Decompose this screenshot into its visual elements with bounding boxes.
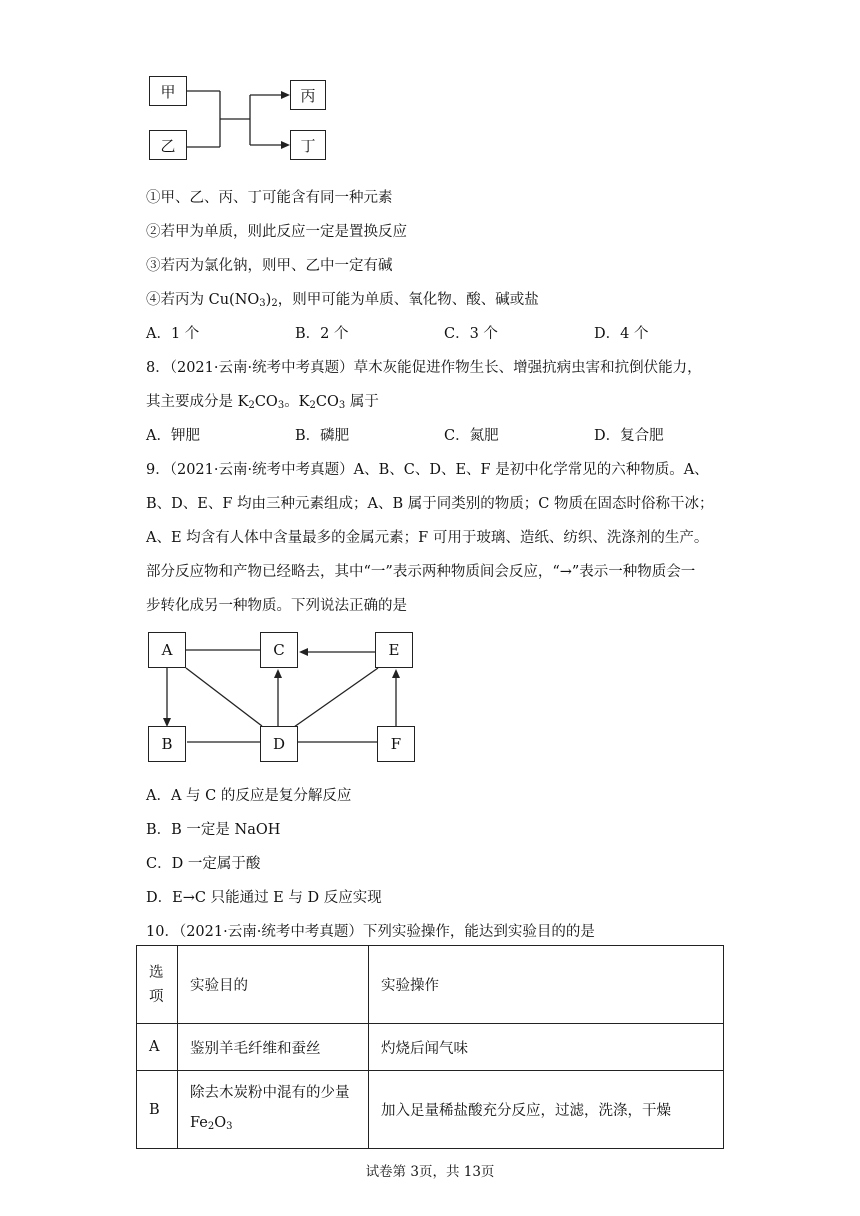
q9-stem-line-3: A、E 均含有人体中含量最多的金属元素；F 可用于玻璃、造纸、纺织、洗涤剂的生产。 xyxy=(146,530,709,546)
node-a: A xyxy=(148,632,186,668)
q8-option-b: B．磷肥 xyxy=(295,428,350,444)
row-b-option: B xyxy=(137,1071,178,1149)
header-goal: 实验目的 xyxy=(178,946,369,1024)
row-a-option: A xyxy=(137,1024,178,1071)
q7-statement-4: ④若丙为 $Cu(NO_3)_2$，则甲可能为单质、氧化物、酸、碱或盐 xyxy=(146,292,539,309)
node-e: E xyxy=(375,632,413,668)
box-ding xyxy=(290,130,326,160)
node-b: B xyxy=(148,726,186,762)
row-b-goal: 除去木炭粉中混有的少量 $Fe_2O_3$ xyxy=(178,1071,369,1149)
row-a-goal: 鉴别羊毛纤维和蚕丝 xyxy=(178,1024,369,1071)
q9-option-a: A．A 与 C 的反应是复分解反应 xyxy=(146,788,352,804)
header-option: 选 项 xyxy=(137,946,178,1024)
label-yi: 乙 xyxy=(160,136,176,155)
q10-options-table xyxy=(136,945,724,1149)
diagram-1-connectors xyxy=(0,0,860,170)
label-ding: 丁 xyxy=(300,136,316,155)
node-d: D xyxy=(260,726,298,762)
q7-statement-2: ②若甲为单质，则此反应一定是置换反应 xyxy=(146,224,407,240)
q7-option-b: B．2 个 xyxy=(295,326,349,342)
diagram-2-connectors xyxy=(0,620,860,770)
table-row xyxy=(137,1024,724,1071)
label-jia: 甲 xyxy=(160,82,176,101)
q7-option-d: D．4 个 xyxy=(594,326,649,342)
header-operation: 实验操作 xyxy=(369,946,724,1024)
page-footer: 试卷第 3页，共 13页 xyxy=(365,1164,495,1180)
q9-stem-line-1: 9．（2021·云南·统考中考真题）A、B、C、D、E、F 是初中化学常见的六种物质。A、 xyxy=(146,462,709,478)
table-row xyxy=(137,1071,724,1149)
q9-stem-line-2: B、D、E、F 均由三种元素组成；A、B 属于同类别的物质；C 物质在固态时俗称干冰； xyxy=(146,496,714,512)
label-bing: 丙 xyxy=(300,86,316,105)
row-b-operation: 加入足量稀盐酸充分反应，过滤，洗涤，干燥 xyxy=(369,1071,724,1149)
q8-option-c: C．氮肥 xyxy=(444,428,499,444)
q9-option-d: D．E→C 只能通过 E 与 D 反应实现 xyxy=(146,890,382,906)
box-yi xyxy=(149,130,187,160)
q9-stem-line-5: 步转化成另一种物质。下列说法正确的是 xyxy=(146,598,407,614)
q9-stem-line-4: 部分反应物和产物已经略去，其中“一”表示两种物质间会反应，“→”表示一种物质会一 xyxy=(146,564,696,580)
q7-statement-3: ③若丙为氯化钠，则甲、乙中一定有碱 xyxy=(146,258,393,274)
q8-stem-line-2: 其主要成分是 $K_2CO_3$。$K_2CO_3$ 属于 xyxy=(146,394,379,411)
box-bing xyxy=(290,80,326,110)
box-jia xyxy=(149,76,187,106)
q10-stem: 10．（2021·云南·统考中考真题）下列实验操作，能达到实验目的的是 xyxy=(146,924,595,940)
q8-option-a: A．钾肥 xyxy=(146,428,200,444)
q8-option-d: D．复合肥 xyxy=(594,428,664,444)
row-a-operation: 灼烧后闻气味 xyxy=(369,1024,724,1071)
q9-option-c: C．D 一定属于酸 xyxy=(146,856,261,872)
q7-statement-1: ①甲、乙、丙、丁可能含有同一种元素 xyxy=(146,190,393,206)
table-header-row xyxy=(137,946,724,1024)
q9-option-b: B．B 一定是 NaOH xyxy=(146,822,281,838)
q7-option-c: C．3 个 xyxy=(444,326,498,342)
q7-option-a: A．1 个 xyxy=(146,326,200,342)
node-c: C xyxy=(260,632,298,668)
node-f: F xyxy=(377,726,415,762)
q8-stem-line-1: 8．（2021·云南·统考中考真题）草木灰能促进作物生长、增强抗病虫害和抗倒伏能力， xyxy=(146,360,702,376)
